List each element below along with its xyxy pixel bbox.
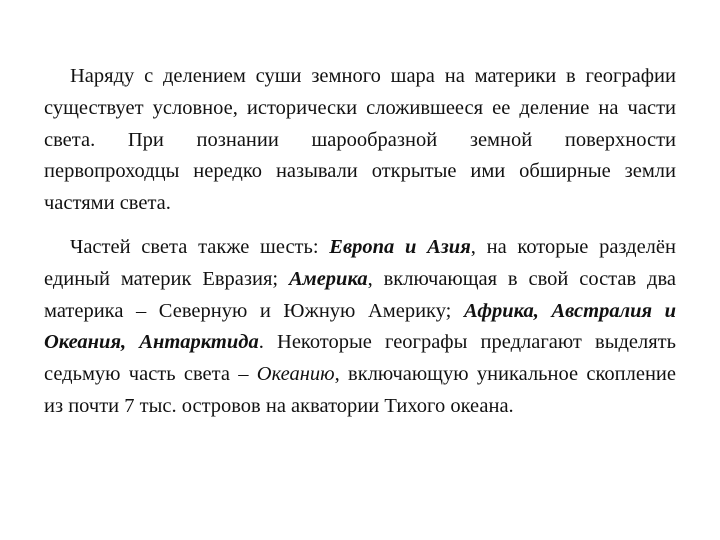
paragraph-six-parts-of-world <box>44 232 676 423</box>
text-fragment: , на которые разделён единый материк Евразия; <box>44 235 676 290</box>
text-fragment: , включающую уникальное скопление из почти 7 тыс. островов на акватории Тихого океана. <box>44 363 676 417</box>
emphasis-america: Америка <box>288 267 368 290</box>
paragraph-continents-vs-parts: Наряду с делением суши земного шара на материки в географии существует условное, исторически сложившееся ее деление на части света. При познании шарообразной земной поверхности первопроходцы нередко называли открытые ими обширные земли частями света. <box>44 65 676 215</box>
emphasis-africa-australia-antarctica: Африка, Австралия и Океания, Антарктида <box>44 299 677 354</box>
text-fragment: Частей света также шесть: <box>70 235 330 258</box>
text-fragment: , включающая в свой состав два материка – Северную и Южную Америку; <box>44 267 676 322</box>
emphasis-oceania: Океанию <box>256 363 335 386</box>
emphasis-europe-asia: Европа и Азия <box>329 235 471 258</box>
text-fragment: . Некоторые географы предлагают выделять седьмую часть света – <box>44 331 676 386</box>
